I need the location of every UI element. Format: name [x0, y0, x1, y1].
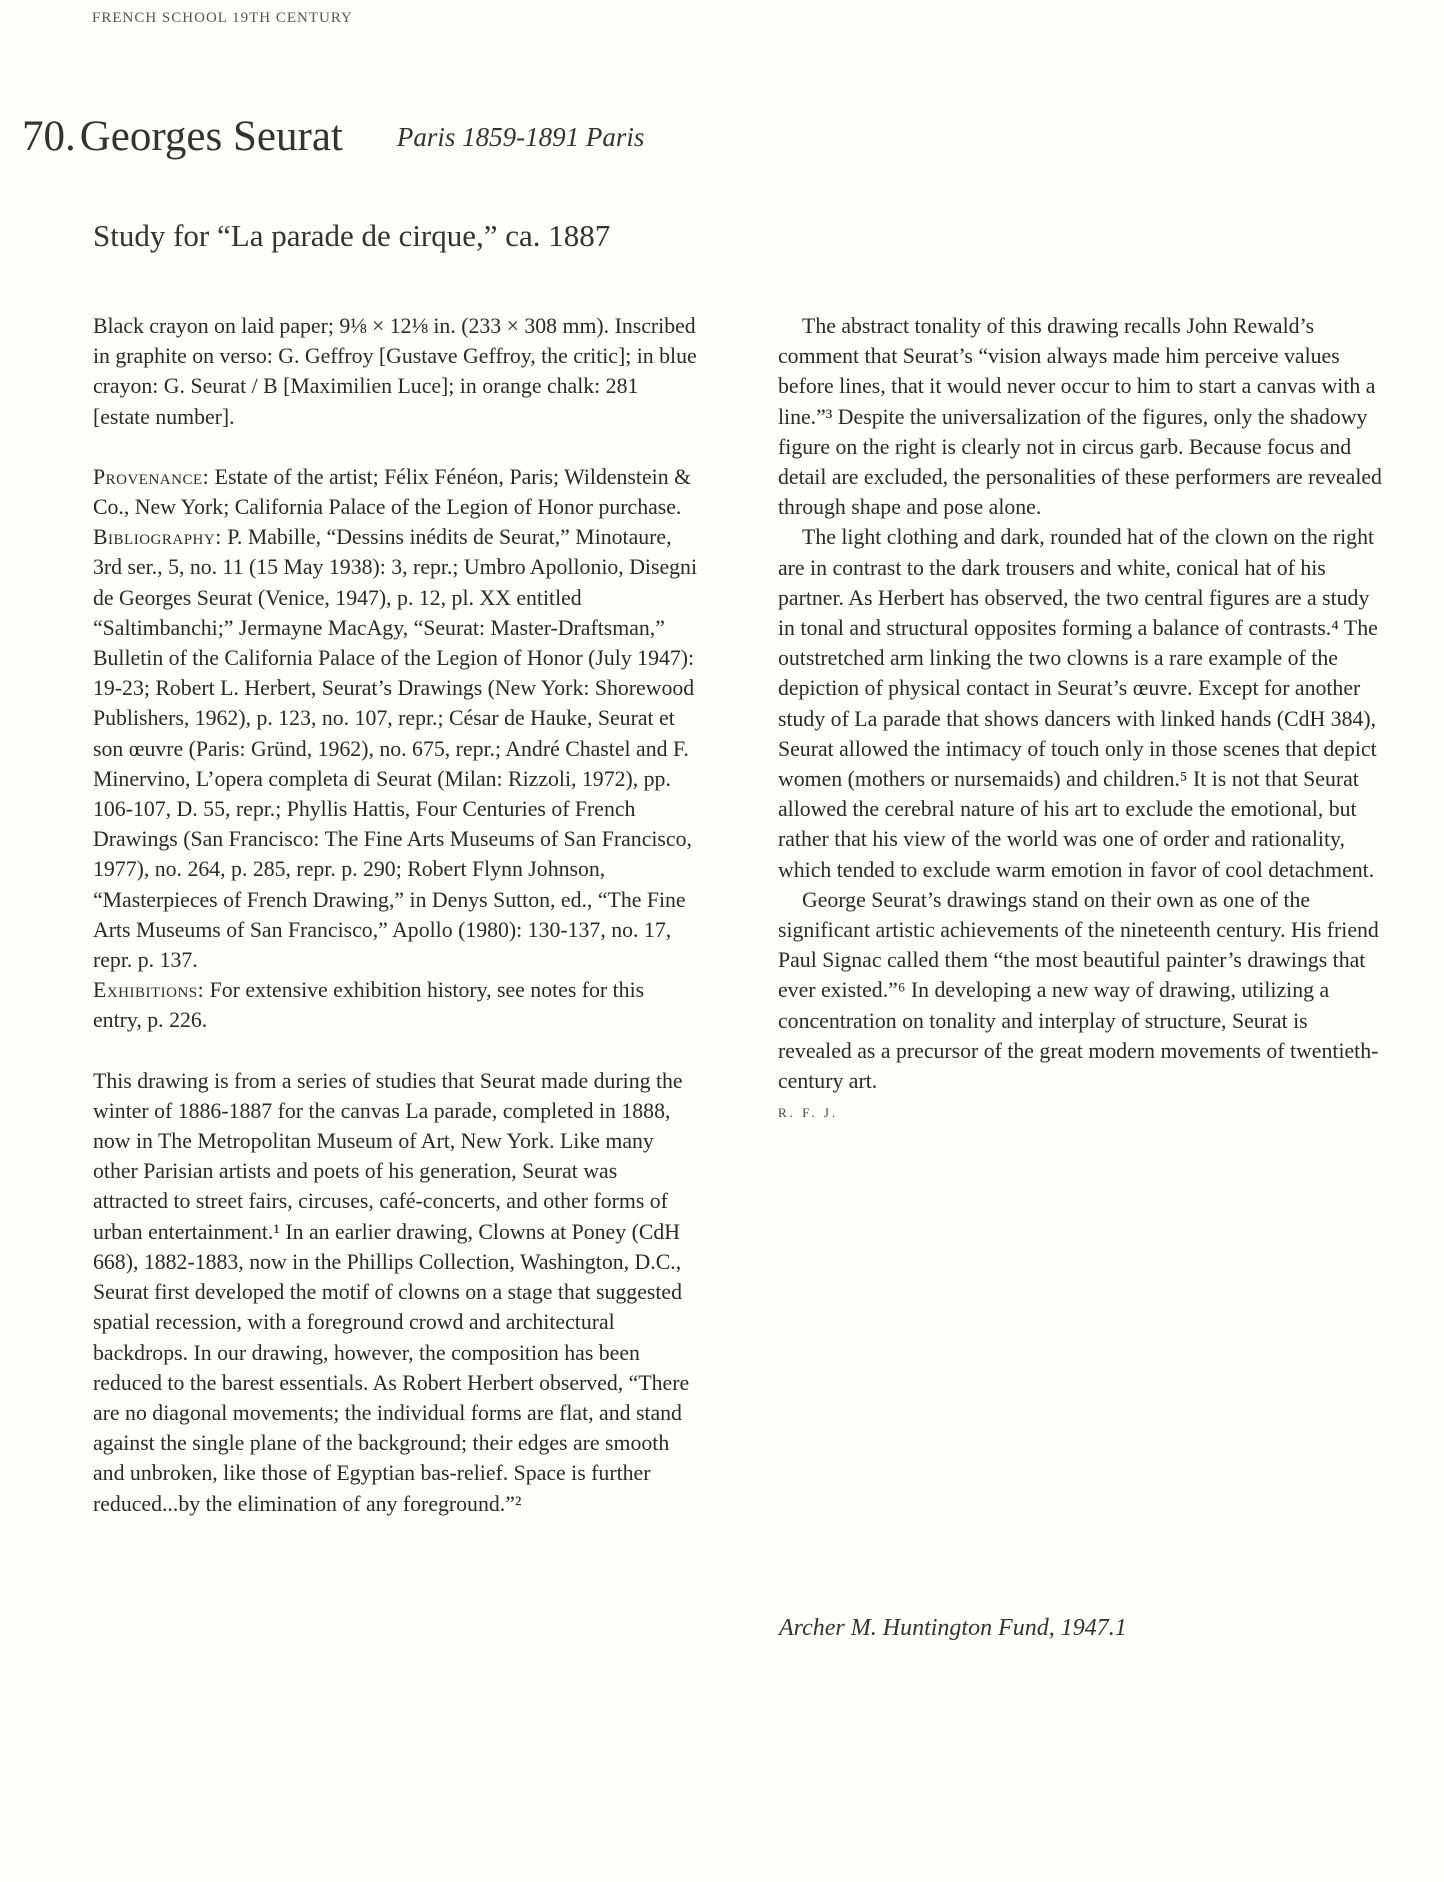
- author-initials: R. F. J.: [778, 1105, 839, 1121]
- entry-number: 70.: [22, 113, 76, 160]
- essay-paragraph-4: George Seurat’s drawings stand on their own as one of the significant artistic achievements of the nineteenth century. His friend Paul Signac called them “the most beautiful painter’s drawings that ever existed.”⁶ In developing a new way of drawing, utilizing a concentration on tonality and interplay of structure, Seurat is revealed as a precursor of the great modern movements of twentieth-century art.: [778, 887, 1379, 1094]
- provenance-label: Provenance:: [93, 464, 210, 489]
- essay-paragraph-2: The abstract tonality of this drawing recalls John Rewald’s comment that Seurat’s “vision always made him perceive values before lines, that it would never occur to him to start a canvas with a line.”³ Despite the universalization of the figures, only the shadowy figure on the right is clearly not in circus garb. Because focus and detail are excluded, the personalities of these performers are revealed through shape and pose alone.: [778, 314, 1382, 520]
- exhibitions-label: Exhibitions:: [93, 978, 205, 1003]
- bibliography-label: Bibliography:: [93, 525, 222, 550]
- bibliography: [93, 522, 697, 975]
- exhibitions-text: For extensive exhibition history, see notes for this entry, p. 226.: [93, 978, 645, 1033]
- running-head: FRENCH SCHOOL 19TH CENTURY: [92, 10, 353, 26]
- essay-paragraph-1: This drawing is from a series of studies that Seurat made during the winter of 1886-1887 for the canvas La parade, completed in 1888, now in The Metropolitan Museum of Art, New York. Like many other Parisian artists and poets of his generation, Seurat was attracted to street fairs, circuses, café-concerts, and other forms of urban entertainment.¹ In an earlier drawing, Clowns at Poney (CdH 668), 1882-1883, now in the Phillips Collection, Washington, D.C., Seurat first developed the motif of clowns on a stage that suggested spatial recession, with a foreground crowd and architectural backdrops. In our drawing, however, the composition has been reduced to the barest essentials. As Robert Herbert observed, “There are no diagonal movements; the individual forms are flat, and stand against the single plane of the background; their edges are smooth and unbroken, like those of Egyptian bas-relief. Space is further reduced...by the elimination of any foreground.”²: [93, 1068, 690, 1516]
- artist-name: Georges Seurat: [79, 113, 343, 160]
- left-column: [93, 311, 697, 1519]
- exhibitions: [93, 975, 697, 1035]
- essay-paragraph-3: The light clothing and dark, rounded hat of the clown on the right are in contrast to the dark trousers and white, conical hat of his partner. As Herbert has observed, the two central figures are a study in tonal and structural opposites forming a balance of contrasts.⁴ The outstretched arm linking the two clowns is a rare example of the depiction of physical contact in Seurat’s œuvre. Except for another study of La parade that shows dancers with linked hands (CdH 384), Seurat allowed the intimacy of touch only in those scenes that depict women (mothers or nursemaids) and children.⁵ It is not that Seurat allowed the cerebral nature of his art to exclude the emotional, but rather that his view of the world was one of order and rationality, which tended to exclude warm emotion in favor of cool detachment.: [778, 525, 1378, 882]
- work-title: Study for “La parade de cirque,” ca. 1887: [93, 218, 611, 253]
- provenance: [93, 462, 697, 522]
- bibliography-text: P. Mabille, “Dessins inédits de Seurat,” Minotaure, 3rd ser., 5, no. 11 (15 May 1938): 3, repr.; Umbro Apollonio, Disegni de Georges Seurat (Venice, 1947), p. 12, pl. XX entitled “Saltimbanchi;” Jermayne MacAgy, “Seurat: Master-Draftsman,” Bulletin of the California Palace of the Legion of Honor (July 1947): 19-23; Robert L. Herbert, Seurat’s Drawings (New York: Shorewood Publishers, 1962), p. 123, no. 107, repr.; César de Hauke, Seurat et son œuvre (Paris: Gründ, 1962), no. 675, repr.; André Chastel and F. Minervino, L’opera completa di Seurat (Milan: Rizzoli, 1972), pp. 106-107, D. 55, repr.; Phyllis Hattis, Four Centuries of French Drawings (San Francisco: The Fine Arts Museums of San Francisco, 1977), no. 264, p. 285, repr. p. 290; Robert Flynn Johnson, “Masterpieces of French Drawing,” in Denys Sutton, ed., “The Fine Arts Museums of San Francisco,” Apollo (1980): 130-137, no. 17, repr. p. 137.: [93, 525, 698, 973]
- credit-line: Archer M. Huntington Fund, 1947.1: [779, 1615, 1127, 1641]
- entry-heading: [22, 112, 644, 161]
- medium-and-inscriptions: Black crayon on laid paper; 9⅛ × 12⅛ in. (233 × 308 mm). Inscribed in graphite on verso: G. Geffroy [Gustave Geffroy, the critic]; in blue crayon: G. Seurat / B [Maximilien Luce]; in orange chalk: 281 [estate number].: [93, 314, 697, 429]
- right-column: [778, 311, 1382, 1128]
- artist-dates: Paris 1859-1891 Paris: [396, 122, 645, 152]
- provenance-text: Estate of the artist; Félix Fénéon, Paris; Wildenstein & Co., New York; California Palace of the Legion of Honor purchase.: [93, 464, 692, 520]
